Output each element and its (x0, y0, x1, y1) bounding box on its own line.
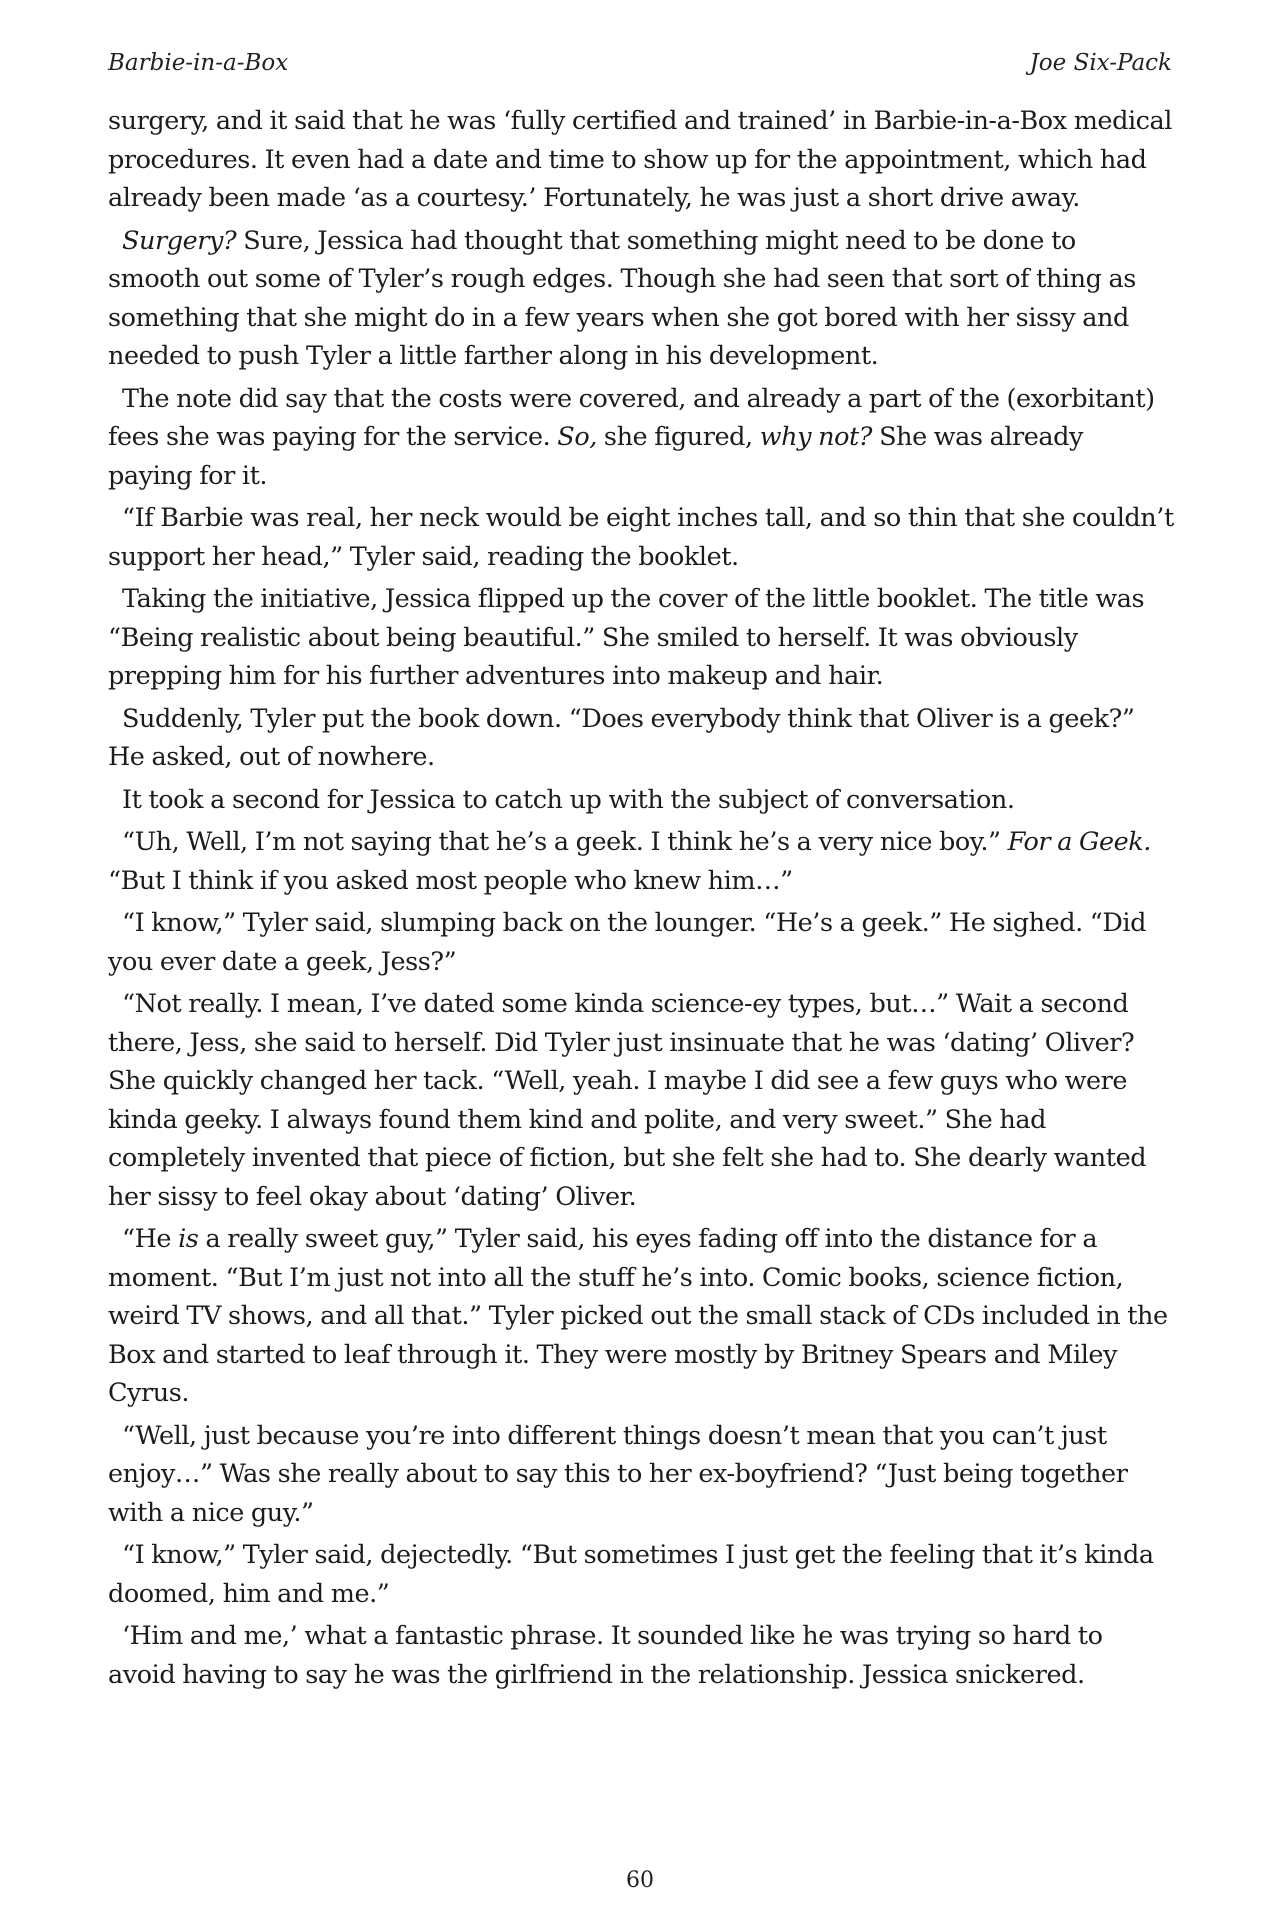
text-run: She was already paying for it. (108, 422, 1084, 491)
paragraph (108, 1617, 1174, 1694)
text-run: “If Barbie was real, her neck would be eight inches tall, and so thin that she couldn’t support her head,” Tyler said, reading the booklet. (108, 503, 1174, 572)
paragraph (108, 985, 1174, 1216)
paragraph (108, 380, 1174, 496)
paragraph (108, 904, 1174, 981)
text-run: “He (122, 1224, 179, 1254)
text-run: Sure, Jessica had thought that something might need to be done to smooth out some of Tyler’s rough edges. Though she had seen that sort of thing as something that she might do in a few years when she got bored with her sissy and needed to push Tyler a little farther along in his development. (108, 225, 1136, 371)
page-number: 60 (626, 1868, 654, 1893)
text-run: “Uh, Well, I’m not saying that he’s a geek. I think he’s a very nice boy.” (122, 827, 1008, 857)
text-run: The note did say that the costs were covered, and already a part of the (exorbitant) fees she was paying for the service. (108, 383, 1155, 452)
text-run: a really sweet guy,” Tyler said, his eyes fading off into the distance for a moment. “But I’m just not into all the stuff he’s into. Comic books, science fiction, weird TV shows, and all that.” Tyler picked out the small stack of CDs included in the Box and started to leaf through it. They were mostly by Britney Spears and Miley Cyrus. (108, 1224, 1168, 1408)
paragraph (108, 823, 1174, 900)
paragraph (108, 1417, 1174, 1533)
text-run: Taking the initiative, Jessica flipped up the cover of the little booklet. The title was “Being realistic about being beautiful.” She smiled to herself. It was obviously prepping him for his further adventures into makeup and hair. (108, 584, 1145, 691)
text-run: “Well, just because you’re into different things doesn’t mean that you can’t just enjoy…” Was she really about to say this to her ex-boyfriend? “Just being together with a nice guy.” (108, 1420, 1128, 1528)
paragraph (108, 700, 1174, 777)
paragraph (108, 102, 1174, 218)
italic-text-run: why not? (759, 422, 873, 452)
header-book-title: Barbie-in-a-Box (108, 50, 289, 76)
paragraph (108, 1220, 1174, 1413)
text-run: It took a second for Jessica to catch up with the subject of conversation. (122, 784, 1015, 815)
paragraph (108, 781, 1174, 820)
text-run: Suddenly, Tyler put the book down. “Does everybody think that Oliver is a geek?” He asked, out of nowhere. (108, 703, 1135, 772)
italic-text-run: is (178, 1224, 199, 1254)
paragraph (108, 222, 1174, 376)
italic-text-run: Surgery? (122, 225, 237, 256)
text-run: “I know,” Tyler said, slumping back on the lounger. “He’s a geek.” He sighed. “Did you ever date a geek, Jess?” (108, 908, 1146, 977)
text-run: surgery, and it said that he was ‘fully certified and trained’ in Barbie-in-a-Box medical procedures. It even had a date and time to show up for the appointment, which had already been made ‘as a courtesy.’ Fortunately, he was just a short drive away. (108, 106, 1172, 213)
italic-text-run: So, (557, 422, 597, 452)
text-run: “Not really. I mean, I’ve dated some kinda science-ey types, but…” Wait a second there, Jess, she said to herself. Did Tyler just insinuate that he was ‘dating’ Oliver? She quickly changed her tack. “Well, yeah. I maybe I did see a few guys who were kinda geeky. I always found them kind and polite, and very sweet.” She had completely invented that piece of fiction, but she felt she had to. She dearly wanted her sissy to feel okay about ‘dating’ Oliver. (108, 989, 1147, 1212)
body-text (108, 102, 1174, 1698)
paragraph (108, 580, 1174, 696)
text-run: “I know,” Tyler said, dejectedly. “But sometimes I just get the feeling that it’s kinda doomed, him and me.” (108, 1540, 1154, 1609)
text-run: she figured, (596, 422, 760, 452)
header-author: Joe Six-Pack (1029, 50, 1172, 76)
paragraph (108, 1536, 1174, 1613)
text-run: ‘Him and me,’ what a fantastic phrase. It sounded like he was trying so hard to avoid having to say he was the girlfriend in the relationship. Jessica snickered. (108, 1621, 1103, 1690)
paragraph (108, 499, 1174, 576)
running-header (108, 50, 1172, 86)
text-run: “But I think if you asked most people who knew him…” (108, 865, 793, 896)
italic-text-run: For a Geek. (1007, 827, 1151, 857)
